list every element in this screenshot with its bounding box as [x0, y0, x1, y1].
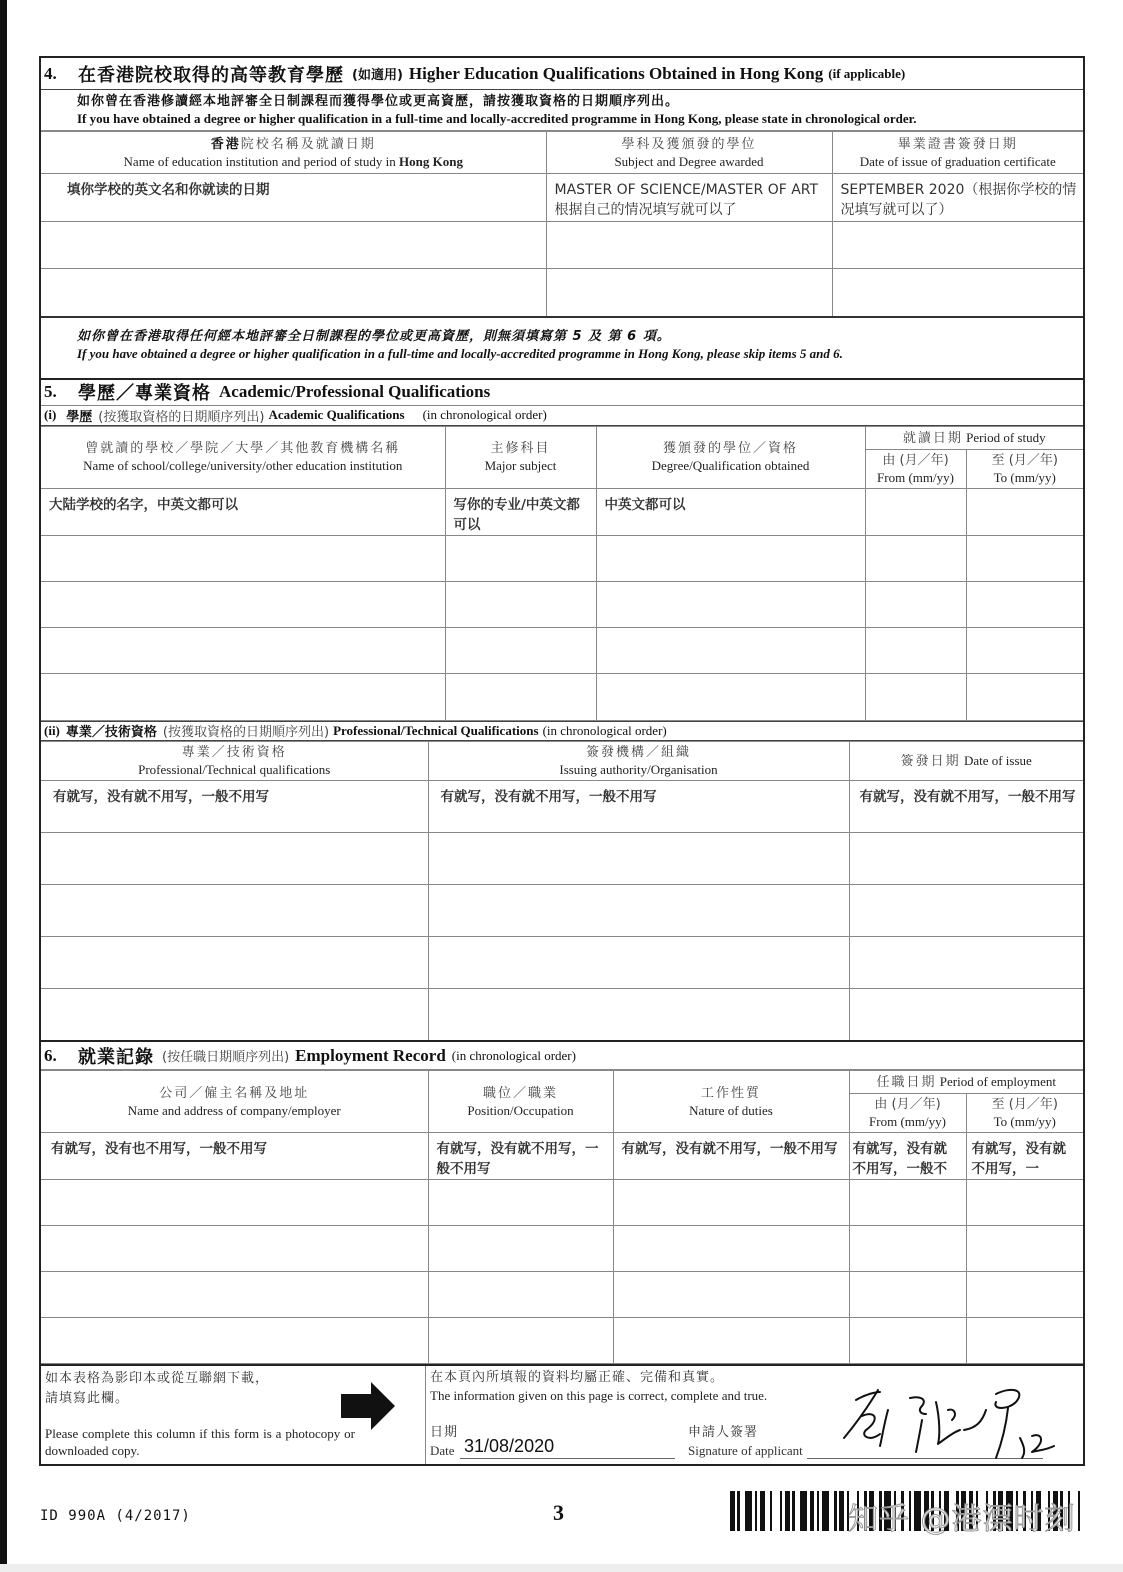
order-note-en: (in chronological order)	[422, 407, 547, 422]
statement-zh: 在本頁內所填報的資料均屬正確、完備和真實。	[430, 1370, 725, 1385]
section-title-en: Higher Education Qualifications Obtained in Hong Kong	[408, 63, 824, 83]
employment-record-table	[41, 1070, 1083, 1364]
school-field[interactable]: 大陆学校的名字，中英文都可以	[41, 488, 445, 535]
col-header-graduation-date	[832, 132, 1083, 174]
issuing-authority-field[interactable]	[428, 988, 849, 1041]
header-en: Period of study	[966, 429, 1046, 445]
col-header-major	[445, 426, 596, 488]
table-row	[41, 988, 1083, 1041]
from-date-field[interactable]	[865, 581, 966, 627]
table-row	[41, 269, 1083, 317]
subject-degree-field[interactable]	[546, 222, 832, 269]
header-zh: 簽發日期	[900, 753, 961, 769]
header-en: Period of employment	[939, 1074, 1057, 1089]
header-zh: 至 (月／年)	[991, 452, 1058, 468]
applicable-zh: (如適用)	[352, 68, 403, 83]
header-en: Position/Occupation	[467, 1102, 574, 1118]
col-header-period-of-employment	[849, 1071, 1083, 1094]
to-date-field[interactable]	[966, 535, 1083, 581]
col-header-position	[428, 1071, 613, 1133]
degree-field[interactable]	[596, 673, 865, 720]
duties-field[interactable]	[613, 1180, 849, 1226]
company-field[interactable]	[41, 1226, 428, 1272]
date-label-en: Date	[430, 1443, 455, 1458]
header-en: To (mm/yy)	[993, 1114, 1056, 1129]
hk-qualifications-table	[41, 131, 1083, 318]
order-note-zh: (按獲取資格的日期順序列出)	[162, 725, 330, 740]
degree-field[interactable]	[596, 535, 865, 581]
to-date-field[interactable]	[966, 1180, 1083, 1226]
watermark: 知乎 @港漂时刻	[848, 1502, 1076, 1537]
applicant-declaration	[426, 1366, 1083, 1464]
col-header-period-of-study	[865, 426, 1083, 449]
instruction-zh: 如你曾在香港修讀經本地評審全日制課程而獲得學位或更高資歷，請按獲取資格的日期順序列出。	[77, 94, 680, 109]
col-header-issuing-authority	[428, 741, 849, 780]
table-row	[41, 174, 1083, 222]
table-row	[41, 1180, 1083, 1226]
arrow-right-icon	[341, 1382, 395, 1430]
header-zh: 學科及獲頒發的學位	[621, 136, 757, 152]
company-field[interactable]	[41, 1272, 428, 1318]
from-date-field[interactable]	[865, 488, 966, 535]
date-of-issue-field[interactable]	[849, 832, 1083, 884]
scan-edge-strip	[0, 0, 7, 1572]
company-field[interactable]	[41, 1318, 428, 1364]
qualification-field[interactable]: 有就写，没有就不用写，一般不用写	[41, 780, 428, 832]
from-date-field[interactable]	[849, 1226, 966, 1272]
issuing-authority-field[interactable]	[428, 832, 849, 884]
subject-degree-field[interactable]	[546, 269, 832, 317]
table-row	[41, 832, 1083, 884]
school-field[interactable]	[41, 581, 445, 627]
date-label	[430, 1424, 458, 1459]
header-en-bold: Hong Kong	[399, 153, 463, 169]
copy-note-zh-1: 如本表格為影印本或從互聯網下載，	[45, 1371, 270, 1386]
header-en: From (mm/yy)	[869, 1114, 946, 1129]
page-bottom-edge	[0, 1564, 1123, 1572]
from-date-field[interactable]: 有就写，没有就不用写，一般不	[849, 1133, 966, 1180]
duties-field[interactable]	[613, 1318, 849, 1364]
col-header-from	[849, 1094, 966, 1133]
col-header-company	[41, 1071, 428, 1133]
section-title-en: Academic/Professional Qualifications	[219, 382, 491, 401]
date-of-issue-field[interactable]	[849, 884, 1083, 936]
to-date-field[interactable]	[966, 1318, 1083, 1364]
col-header-subject-degree	[546, 132, 832, 174]
date-input[interactable]: 31/08/2020	[460, 1433, 675, 1459]
table-row	[41, 627, 1083, 673]
header-en: Name of education institution and period of study in	[123, 153, 400, 169]
handwritten-signature-icon	[836, 1380, 1056, 1460]
position-field[interactable]	[428, 1180, 613, 1226]
to-date-field[interactable]: 有就写，没有就不用写，一	[966, 1133, 1083, 1180]
header-en: Name and address of company/employer	[127, 1102, 341, 1118]
table-row	[41, 1318, 1083, 1364]
header-zh: 至 (月／年)	[991, 1097, 1058, 1112]
header-zh: 畢業證書簽發日期	[897, 136, 1018, 152]
header-zh: 公司／僱主名稱及地址	[159, 1085, 310, 1101]
degree-field[interactable]	[596, 627, 865, 673]
issuing-authority-field[interactable]	[428, 884, 849, 936]
table-row	[41, 1133, 1083, 1180]
header-en: Subject and Degree awarded	[614, 153, 764, 169]
date-of-issue-field[interactable]	[849, 988, 1083, 1041]
signature-label-zh: 申請人簽署	[688, 1425, 759, 1440]
header-zh: 由 (月／年)	[882, 452, 949, 468]
issuing-authority-field[interactable]	[428, 936, 849, 988]
table-row	[41, 488, 1083, 535]
subsection-title-zh: 專業／技術資格	[65, 725, 157, 740]
section-number: 5.	[44, 382, 57, 401]
table-row	[41, 535, 1083, 581]
subsection-title-zh: 學歷	[66, 409, 93, 425]
copy-note-en: Please complete this column if this form is a photocopy or downloaded copy.	[45, 1426, 355, 1458]
header-en: Nature of duties	[689, 1102, 773, 1118]
issuing-authority-field[interactable]: 有就写，没有就不用写，一般不用写	[428, 780, 849, 832]
copy-note-zh-2: 請填寫此欄。	[45, 1391, 130, 1406]
col-header-duties	[613, 1071, 849, 1133]
to-date-field[interactable]	[966, 488, 1083, 535]
institution-field[interactable]	[41, 222, 546, 269]
skip-instruction	[41, 318, 1083, 380]
degree-field[interactable]: 中英文都可以	[596, 488, 865, 535]
position-field[interactable]: 有就写，没有就不用写，一般不用写	[428, 1133, 613, 1180]
section-5-title	[41, 380, 1083, 406]
order-note-zh: (按任職日期順序列出)	[162, 1050, 290, 1065]
to-date-field[interactable]	[966, 627, 1083, 673]
section-title-zh: 學歷／專業資格	[78, 383, 211, 404]
section-4-title	[41, 58, 1083, 90]
from-date-field[interactable]	[865, 627, 966, 673]
order-note-en: (in chronological order)	[542, 722, 667, 738]
position-field[interactable]	[428, 1318, 613, 1364]
from-date-field[interactable]	[849, 1180, 966, 1226]
section-title-en: Employment Record	[295, 1045, 446, 1065]
section-number: 4.	[44, 63, 57, 83]
header-zh: 曾就讀的學校／學院／大學／其他教育機構名稱	[85, 441, 401, 456]
company-field[interactable]: 有就写，没有也不用写，一般不用写	[41, 1133, 428, 1180]
position-field[interactable]	[428, 1226, 613, 1272]
skip-note-zh: 如你曾在香港取得任何經本地評審全日制課程的學位或更高資歷，則無須填寫第 5 及 第 6 項。	[77, 328, 671, 344]
to-date-field[interactable]	[966, 1226, 1083, 1272]
from-date-field[interactable]	[865, 673, 966, 720]
table-row	[41, 581, 1083, 627]
section-6-title	[41, 1042, 1083, 1070]
section-title-zh: 在香港院校取得的高等教育學歷	[78, 64, 344, 86]
academic-qualifications-table	[41, 426, 1083, 721]
header-zh: 就讀日期	[902, 430, 963, 446]
header-en: Date of issue of graduation certificate	[859, 153, 1056, 169]
subsection-label: (ii)	[44, 722, 60, 738]
order-note-en: (in chronological order)	[451, 1047, 576, 1063]
barcode-bar	[745, 1491, 752, 1531]
from-date-field[interactable]	[849, 1318, 966, 1364]
header-zh: 獲頒發的學位／資格	[662, 441, 798, 456]
barcode-bar	[1080, 1491, 1085, 1531]
photocopy-note	[41, 1366, 426, 1464]
from-date-field[interactable]	[865, 535, 966, 581]
date-label-zh: 日期	[430, 1425, 459, 1440]
signature-label	[688, 1424, 803, 1459]
qualification-field[interactable]	[41, 936, 428, 988]
subject-degree-field[interactable]: MASTER OF SCIENCE/MASTER OF ART根据自己的情况填写就可以了	[546, 174, 832, 222]
school-field[interactable]	[41, 673, 445, 720]
from-date-field[interactable]	[849, 1272, 966, 1318]
academic-subtitle	[41, 406, 1083, 426]
header-zh: 任職日期	[876, 1075, 937, 1090]
header-zh-bold: 香港	[210, 136, 241, 152]
header-zh: 職位／職業	[482, 1085, 558, 1101]
table-row	[41, 673, 1083, 720]
col-header-date-of-issue	[849, 741, 1083, 780]
header-en: Issuing authority/Organisation	[559, 761, 718, 777]
header-zh: 主修科目	[490, 441, 551, 456]
to-date-field[interactable]	[966, 581, 1083, 627]
header-en: Professional/Technical qualifications	[138, 761, 331, 777]
col-header-school	[41, 426, 445, 488]
table-row	[41, 936, 1083, 988]
graduation-date-field[interactable]	[832, 269, 1083, 317]
page-number: 3	[553, 1500, 564, 1525]
major-field[interactable]	[445, 673, 596, 720]
signature-label-en: Signature of applicant	[688, 1443, 803, 1458]
date-of-issue-field[interactable]	[849, 936, 1083, 988]
duties-field[interactable]	[613, 1226, 849, 1272]
order-note-zh: (按獲取資格的日期順序列出)	[98, 409, 265, 425]
header-zh: 由 (月／年)	[874, 1097, 941, 1112]
col-header-degree	[596, 426, 865, 488]
duties-field[interactable]	[613, 1272, 849, 1318]
school-field[interactable]	[41, 535, 445, 581]
subsection-title-en: Academic Qualifications	[268, 407, 405, 422]
institution-field[interactable]: 填你学校的英文名和你就读的日期	[41, 174, 546, 222]
barcode-bar	[822, 1491, 829, 1531]
table-row	[41, 222, 1083, 269]
table-row	[41, 1272, 1083, 1318]
subsection-label: (i)	[44, 407, 57, 422]
table-row	[41, 884, 1083, 936]
col-header-from	[865, 449, 966, 488]
qualification-field[interactable]	[41, 988, 428, 1041]
col-header-qualification	[41, 741, 428, 780]
subsection-title-en: Professional/Technical Qualifications	[333, 722, 539, 738]
col-header-to	[966, 449, 1083, 488]
header-zh: 院校名稱及就讀日期	[240, 136, 376, 152]
to-date-field[interactable]	[966, 673, 1083, 720]
major-field[interactable]: 写你的专业/中英文都可以	[445, 488, 596, 535]
header-en: To (mm/yy)	[993, 469, 1056, 485]
instruction-en: If you have obtained a degree or higher qualification in a full-time and locally-accredited programme in Hong Kong, please state in chronological order.	[77, 111, 917, 126]
header-zh: 簽發機構／組織	[585, 744, 691, 760]
degree-field[interactable]	[596, 581, 865, 627]
section-title-zh: 就業記錄	[78, 1046, 154, 1068]
section-number: 6.	[44, 1045, 57, 1065]
major-field[interactable]	[445, 581, 596, 627]
date-field-group	[430, 1424, 675, 1459]
skip-note-en: If you have obtained a degree or higher qualification in a full-time and locally-accredited programme in Hong Kong, please skip items 5 and 6.	[77, 345, 843, 361]
professional-subtitle	[41, 721, 1083, 741]
table-row	[41, 780, 1083, 832]
header-en: Major subject	[484, 458, 557, 473]
form-id: ID 990A (4/2017)	[40, 1508, 191, 1524]
barcode-bar	[772, 1491, 779, 1531]
professional-qualifications-table	[41, 741, 1083, 1043]
application-form-page	[39, 56, 1085, 1466]
graduation-date-field[interactable]	[832, 222, 1083, 269]
qualification-field[interactable]	[41, 884, 428, 936]
col-header-to	[966, 1094, 1083, 1133]
to-date-field[interactable]	[966, 1272, 1083, 1318]
qualification-field[interactable]	[41, 832, 428, 884]
major-field[interactable]	[445, 627, 596, 673]
header-en: From (mm/yy)	[877, 469, 954, 485]
statement-en: The information given on this page is correct, complete and true.	[430, 1388, 768, 1403]
section-4-instruction	[41, 90, 1083, 131]
header-en: Name of school/college/university/other education institution	[83, 458, 403, 473]
header-zh: 專業／技術資格	[181, 744, 287, 760]
col-header-institution	[41, 132, 546, 174]
declaration-block	[41, 1364, 1083, 1464]
header-zh: 工作性質	[700, 1085, 761, 1101]
company-field[interactable]	[41, 1180, 428, 1226]
date-of-issue-field[interactable]: 有就写，没有就不用写，一般不用写	[849, 780, 1083, 832]
duties-field[interactable]: 有就写，没有就不用写，一般不用写	[613, 1133, 849, 1180]
institution-field[interactable]	[41, 269, 546, 317]
table-row	[41, 1226, 1083, 1272]
applicable-en: (if applicable)	[828, 65, 906, 81]
school-field[interactable]	[41, 627, 445, 673]
header-en: Degree/Qualification obtained	[651, 458, 810, 473]
position-field[interactable]	[428, 1272, 613, 1318]
header-en: Date of issue	[963, 752, 1032, 768]
graduation-date-field[interactable]: SEPTEMBER 2020（根据你学校的情况填写就可以了）	[832, 174, 1083, 222]
major-field[interactable]	[445, 535, 596, 581]
barcode-bar	[800, 1491, 807, 1531]
